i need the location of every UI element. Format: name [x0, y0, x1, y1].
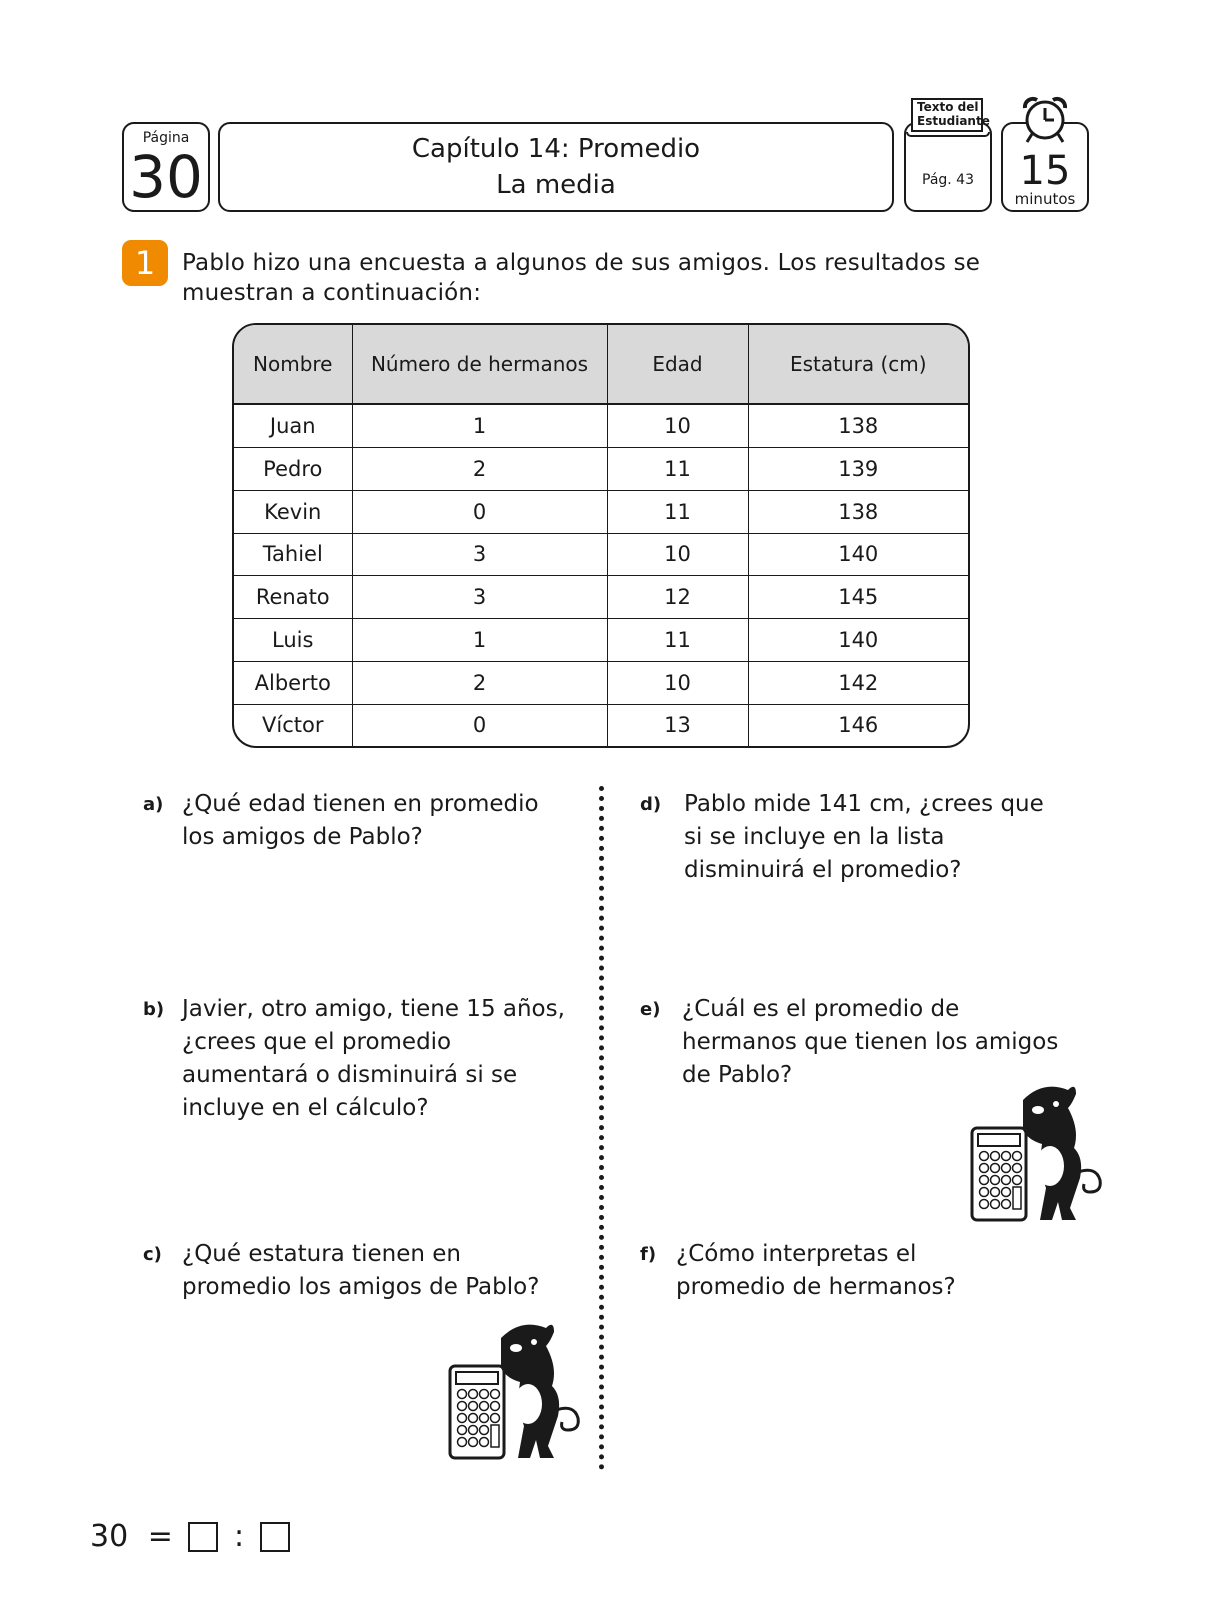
table-cell: 10	[607, 661, 748, 704]
table-cell: 10	[607, 533, 748, 576]
table-cell: 12	[607, 576, 748, 619]
footer-equals: =	[147, 1519, 173, 1554]
question-letter: b)	[143, 999, 165, 1020]
footer-page-number: 30	[90, 1519, 129, 1554]
table-cell: Alberto	[234, 661, 352, 704]
table-cell: 10	[607, 404, 748, 448]
question-text: Pablo mide 141 cm, ¿crees que si se incluye en la lista disminuirá el promedio?	[684, 791, 1044, 883]
table-cell: 145	[748, 576, 968, 619]
table-cell: 13	[607, 704, 748, 746]
page-number-box	[122, 122, 210, 212]
question-letter: f)	[640, 1244, 657, 1265]
table-row	[234, 448, 968, 491]
time-value: 15	[1019, 148, 1071, 194]
table-cell: 140	[748, 533, 968, 576]
empty-box	[188, 1522, 218, 1552]
activity-number-badge: 1	[122, 240, 168, 286]
table-row	[234, 661, 968, 704]
table-cell: 2	[352, 448, 607, 491]
table-cell: 0	[352, 490, 607, 533]
question-text: ¿Qué estatura tienen en promedio los amigos de Pablo?	[182, 1241, 540, 1300]
activity-intro: Pablo hizo una encuesta a algunos de sus amigos. Los resultados se muestran a continuación:	[182, 250, 981, 306]
table-cell: 142	[748, 661, 968, 704]
question-letter: d)	[640, 794, 662, 815]
table-row	[234, 576, 968, 619]
table-row	[234, 704, 968, 746]
table-cell: 138	[748, 490, 968, 533]
student-text-page: Pág. 43	[922, 172, 974, 188]
table-cell: 139	[748, 448, 968, 491]
table-row	[234, 490, 968, 533]
page-number: 30	[129, 143, 203, 211]
table-cell: 0	[352, 704, 607, 746]
table-row	[234, 404, 968, 448]
survey-table	[232, 323, 970, 748]
chapter-title-box	[218, 122, 894, 212]
table-cell: 1	[352, 404, 607, 448]
column-header: Estatura (cm)	[748, 325, 968, 404]
table-cell: 1	[352, 619, 607, 662]
table-cell: Juan	[234, 404, 352, 448]
column-header: Número de hermanos	[352, 325, 607, 404]
table-row	[234, 533, 968, 576]
table-cell: Tahiel	[234, 533, 352, 576]
chapter-subtitle: La media	[496, 170, 616, 200]
table-cell: Renato	[234, 576, 352, 619]
footer-colon: :	[233, 1519, 245, 1554]
table-cell: 11	[607, 490, 748, 533]
table-cell: 2	[352, 661, 607, 704]
table-cell: 3	[352, 576, 607, 619]
table-cell: 140	[748, 619, 968, 662]
table-cell: 138	[838, 414, 879, 439]
mascot-calculator-icon	[446, 1318, 594, 1463]
question-letter: c)	[143, 1244, 162, 1265]
time-unit: minutos	[1014, 190, 1076, 208]
table-cell: 11	[607, 448, 748, 491]
table-cell: Víctor	[234, 704, 352, 746]
question-text: ¿Cómo interpretas el promedio de hermanos?	[676, 1241, 956, 1300]
question-letter: e)	[640, 999, 661, 1020]
column-divider	[599, 786, 604, 1470]
page-label: Página	[142, 130, 190, 146]
empty-box	[260, 1522, 290, 1552]
table-header-row	[234, 325, 968, 404]
question-text: ¿Cuál es el promedio de hermanos que tienen los amigos de Pablo?	[682, 996, 1059, 1088]
book-icon	[906, 96, 990, 138]
table-cell: Luis	[234, 619, 352, 662]
table-cell: Kevin	[234, 490, 352, 533]
table-cell: 11	[607, 619, 748, 662]
question-text: Javier, otro amigo, tiene 15 años, ¿crees que el promedio aumentará o disminuirá si se incluye en el cálculo?	[182, 996, 565, 1121]
table-row	[234, 619, 968, 662]
column-header: Nombre	[234, 325, 352, 404]
table-cell: 3	[352, 533, 607, 576]
table-cell: Pedro	[234, 448, 352, 491]
question-letter: a)	[143, 794, 164, 815]
chapter-title: Capítulo 14: Promedio	[411, 134, 701, 164]
question-text: ¿Qué edad tienen en promedio los amigos de Pablo?	[182, 791, 539, 850]
mascot-calculator-icon	[968, 1080, 1116, 1225]
table-cell: 146	[748, 704, 968, 746]
alarm-clock-icon	[1017, 96, 1073, 146]
column-header: Edad	[607, 325, 748, 404]
book-label: Texto del Estudiante	[911, 98, 983, 132]
page-footer	[90, 1518, 296, 1554]
